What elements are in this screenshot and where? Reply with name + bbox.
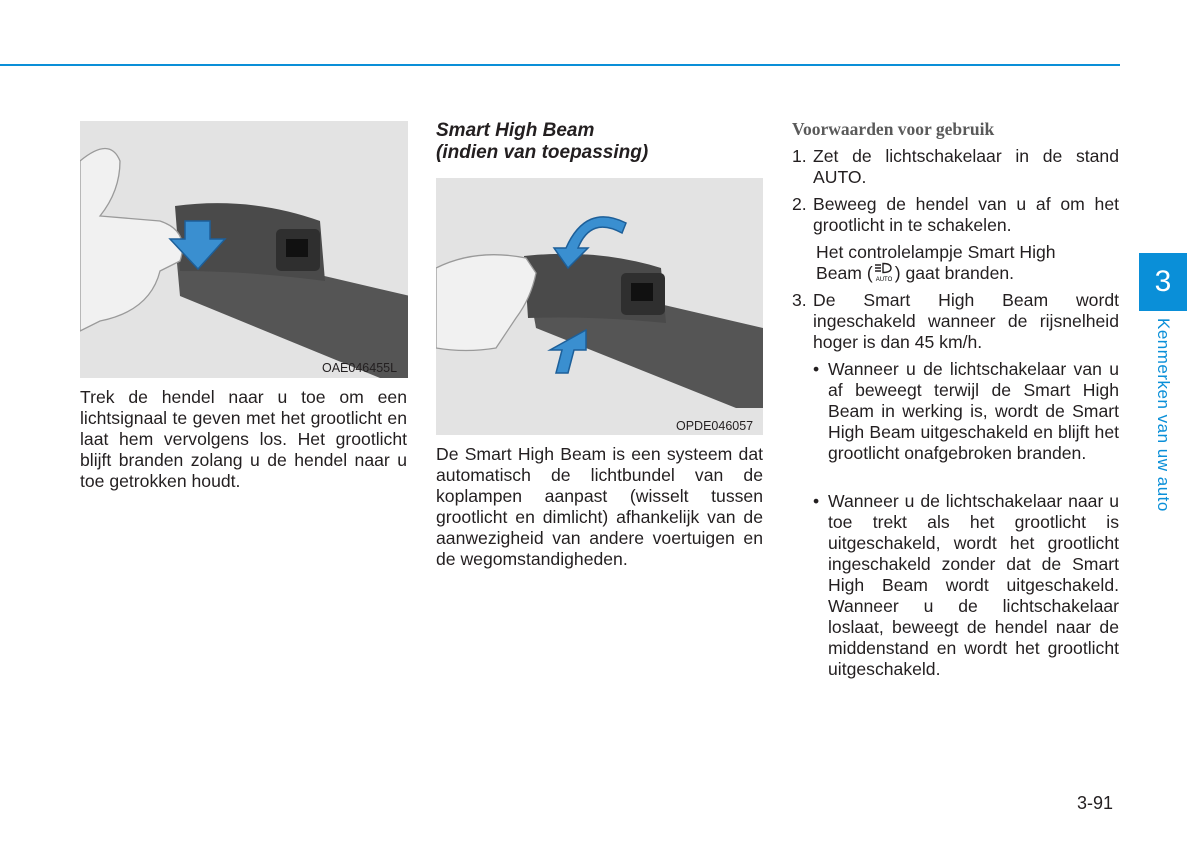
indicator-note-line1: Het controlelampje Smart High [816, 242, 1056, 262]
chapter-label: Kenmerken van uw auto [1154, 318, 1173, 512]
section-title-line2: (indien van toepassing) [436, 142, 649, 163]
hand [436, 255, 536, 351]
indicator-note-line2 [816, 263, 1119, 284]
chapter-tab: 3 [1139, 253, 1187, 311]
section-title-line1: Smart High Beam [436, 120, 595, 141]
figure-code: OAE046455L [322, 361, 398, 375]
stalk-push-figure [436, 178, 763, 435]
bullet-dot: • [813, 359, 820, 379]
bullet-item-1 [813, 359, 1119, 464]
step-2 [792, 194, 1119, 236]
knob-window [631, 283, 653, 301]
icon-caption: AUTO [875, 277, 892, 283]
stalk-push-illustration [436, 178, 763, 435]
section-title [436, 120, 763, 164]
stalk-pull-illustration [80, 121, 408, 378]
step-number: 2. [792, 194, 807, 214]
figure-code: OPDE046057 [676, 419, 754, 433]
hand [80, 149, 183, 332]
conditions-heading: Voorwaarden voor gebruik [792, 119, 995, 139]
indicator-note-text-before: Beam ( [816, 263, 873, 283]
bullet-item-2 [813, 491, 1119, 680]
step-number: 3. [792, 290, 807, 310]
smart-high-beam-icon [873, 262, 895, 282]
step-1 [792, 146, 1119, 188]
step-text: Beweeg de hendel van u af om het grootlicht in te schakelen. [813, 194, 1119, 235]
knob-window [286, 239, 308, 257]
indicator-note [816, 242, 1119, 284]
step-number: 1. [792, 146, 807, 166]
step-text: De Smart High Beam wordt ingeschakeld wanneer de rijsnelheid hoger is dan 45 km/h. [813, 290, 1119, 352]
flash-paragraph: Trek de hendel naar u toe om een lichtsignaal te geven met het grootlicht en laat hem vervolgens los. Het grootlicht blijft branden zolang u de hendel naar u toe getrokken houdt. [80, 387, 407, 491]
bullet-text: Wanneer u de lichtschakelaar van u af beweegt terwijl de Smart High Beam in werking is, wordt de Smart High Beam uitgeschakeld en blijft het grootlicht onafgebroken branden. [828, 359, 1119, 463]
indicator-note-text-after: ) gaat branden. [894, 263, 1015, 283]
smart-high-beam-paragraph: De Smart High Beam is een systeem dat automatisch de lichtbundel van de koplampen aanpast (wisselt tussen grootlicht en dimlicht) afhankelijk van de aanwezigheid van andere voertuigen en de wegomstandigheden. [436, 444, 763, 569]
step-text: Zet de lichtschakelaar in de stand AUTO. [813, 146, 1119, 187]
stalk-pull-figure [80, 121, 408, 378]
bullet-text: Wanneer u de lichtschakelaar naar u toe trekt als het grootlicht is uitgeschakeld, wordt het grootlicht ingeschakeld zonder dat de Smart High Beam wordt uitgeschakeld. Wanneer u de lichtschakelaar loslaat, beweegt de hendel naar de middenstand en wordt het grootlicht uitgeschakeld. [828, 491, 1119, 679]
header-rule [0, 64, 1120, 66]
bullet-dot: • [813, 491, 820, 511]
step-3 [792, 290, 1119, 353]
page-number: 3-91 [1077, 793, 1114, 813]
